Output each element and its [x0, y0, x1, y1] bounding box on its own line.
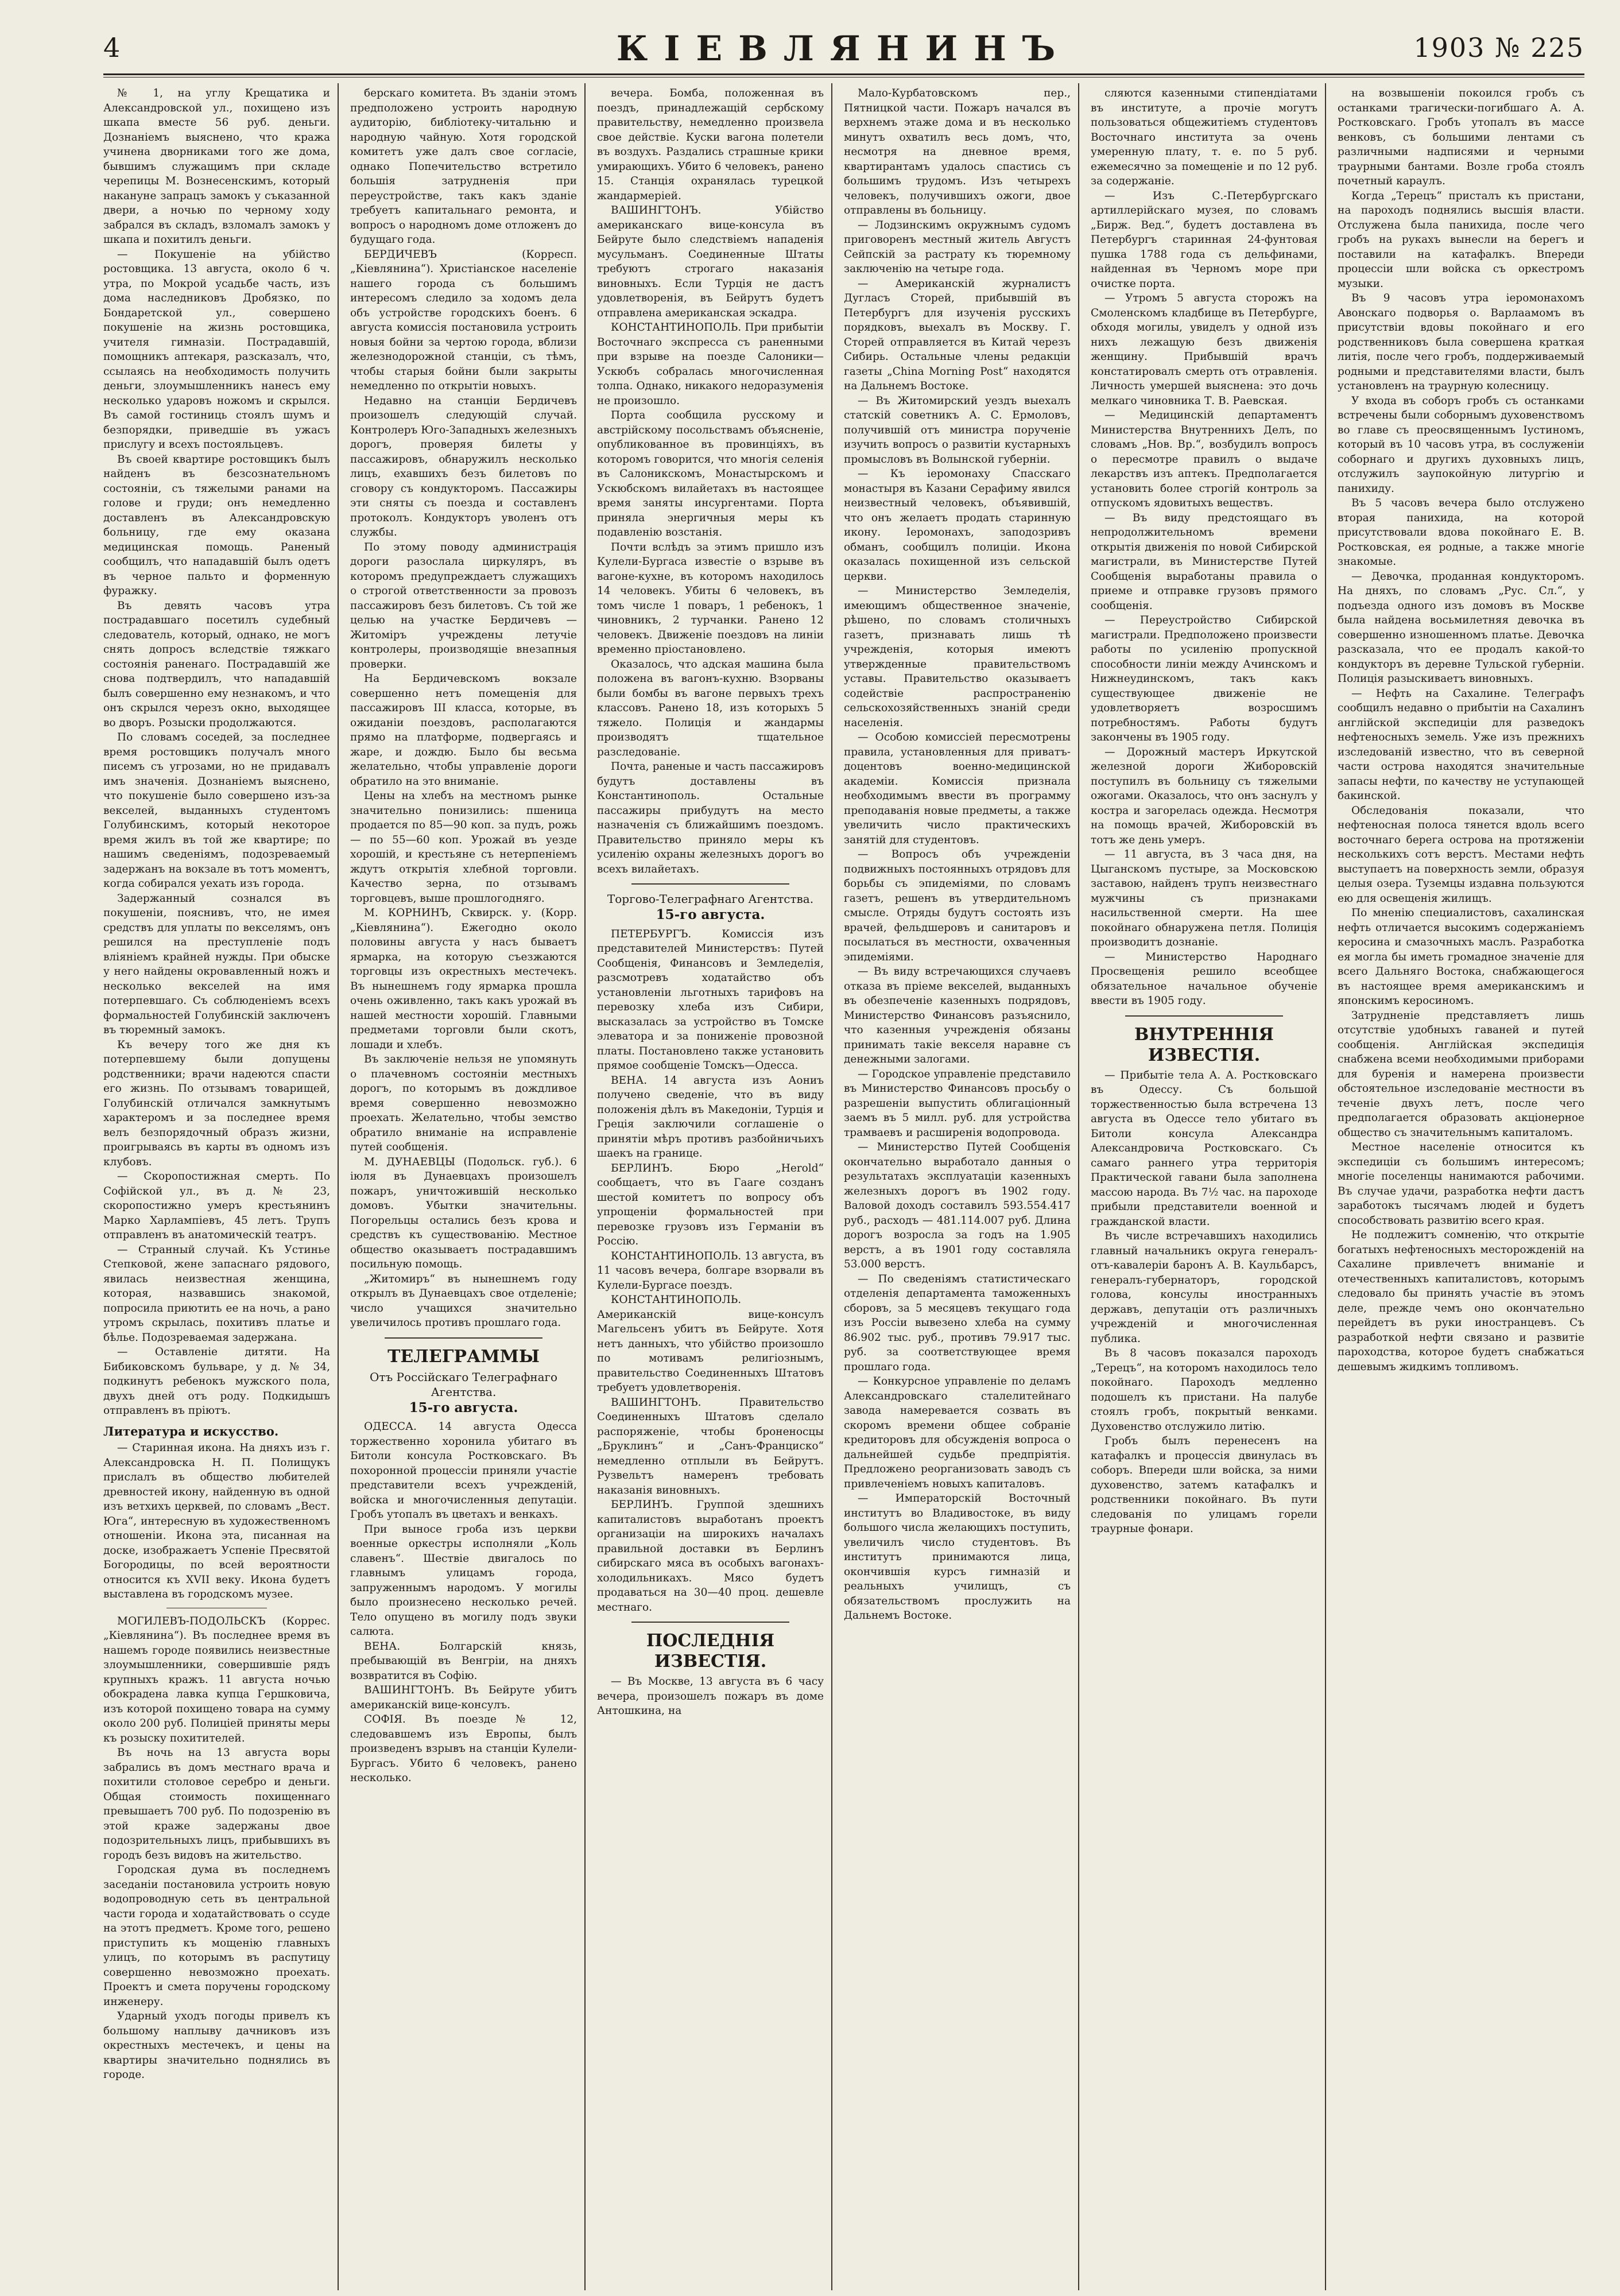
- article-paragraph: Задержанный сознался въ покушеніи, пояснивъ, что, не имея средствъ для уплаты по векселямъ, онъ решился на преступленіе подъ вліяніемъ крайней нужды. При обыске у него найдены окровавленный ножъ и несколько векселей на имя потерпевшаго. Съ соблюденіемъ всехъ формальностей Голубинскій заключенъ въ тюремный замокъ.: [103, 892, 330, 1036]
- column-divider: [338, 83, 339, 2290]
- article-paragraph: ВАШИНГТОНЪ. Убійство американскаго вице-консула въ Бейруте было следствіемъ нападенія мусульманъ. Соединенные Штаты требуютъ строгаго наказанія виновныхъ. Если Турція не дастъ удовлетворенія, въ Бейрутъ будетъ отправлена американская эскадра.: [597, 204, 824, 319]
- article-paragraph: на возвышеніи покоился гробъ съ останками трагически-погибшаго А. А. Ростковскаго. Гробъ утопалъ въ массе венковъ, съ большими лентами съ различными надписями и черными траурными бантами. Возле гроба стоялъ почетный караулъ.: [1338, 87, 1584, 187]
- article-paragraph: „Житомиръ“ въ нынешнемъ году открылъ въ Дунаевцахъ свое отделеніе; число учащихся значительно увеличилось противъ прошлаго года.: [350, 1273, 577, 1329]
- rubric-heading: Литература и искусство.: [103, 1424, 279, 1438]
- article-paragraph: Мало-Курбатовскомъ пер., Пятницкой части. Пожаръ начался въ верхнемъ этаже дома и въ несколько минутъ охватилъ весь домъ, что, несмотря на дневное время, квартирантамъ удалось спастись съ большимъ трудомъ. Изъ четырехъ человекъ, получившихъ ожоги, двое отправлены въ больницу.: [844, 87, 1071, 216]
- article-paragraph: — Оставленіе дитяти. На Бибиковскомъ бульваре, у д. № 34, подкинутъ ребенокъ мужского пола, двухъ дней отъ роду. Подкидышъ отправленъ въ пріютъ.: [103, 1346, 330, 1417]
- section-divider: [385, 1337, 542, 1339]
- article-paragraph: — Покушеніе на убійство ростовщика. 13 августа, около 6 ч. утра, по Мокрой усадьбе часть, изъ дома наследниковъ Дробязко, по Бондаретской ул., совершено покушеніе на жизнь ростовщика, учителя гимназіи. Пострадавшій, помощникъ аптекаря, разсказалъ, что, ссылаясь на необходимость получить деньги, злоумышленникъ нанесъ ему несколько ударовъ ножомъ и скрылся. Въ самой гостиниць стоялъ шумъ и безпорядки, приведшіе въ ужасъ прислугу и всехъ постояльцевъ.: [103, 248, 330, 451]
- article-paragraph: ВАШИНГТОНЪ. Правительство Соединенныхъ Штатовъ сделало распоряженіе, чтобы броненосцы „Бруклинъ“ и „Санъ-Франциско“ немедленно отплыли въ Бейрутъ. Рузвельтъ намеренъ требовать наказанія виновныхъ.: [597, 1396, 824, 1496]
- article-paragraph: У входа въ соборъ гробъ съ останками встречены были соборнымъ духовенствомъ во главе съ преосвященнымъ Іустиномъ, который въ 10 часовъ утра, въ сослуженіи соборнаго и другихъ духовныхъ лицъ, отслужилъ заупокойную литургію и панихиду.: [1338, 394, 1584, 495]
- article-paragraph: По словамъ соседей, за последнее время ростовщикъ получалъ много писемъ съ угрозами, но не придавалъ имъ значенія. Дознаніемъ выяснено, что покушеніе было совершено изъ-за векселей, выданныхъ студентомъ Голубинскимъ, который некоторое время жилъ въ той же квартире; по нашимъ сведеніямъ, подозреваемый задержанъ на вокзале въ тотъ моментъ, когда собирался уехать изъ города.: [103, 731, 330, 890]
- article-paragraph: Почта, раненые и часть пассажировъ будутъ доставлены въ Константинополь. Остальные пассажиры прибудутъ на место назначенія съ ближайшимъ поездомъ. Правительство приняло меры къ усиленію охраны железныхъ дорогъ во всехъ вилайетахъ.: [597, 761, 824, 875]
- column-6: [1338, 86, 1584, 2285]
- article-paragraph: По мненію специалистовъ, сахалинская нефть отличается высокимъ содержаніемъ керосина и смазочныхъ маслъ. Разработка ея могла бы иметь громадное значеніе для всего Дальняго Востока, снабжающегося въ настоящее время американскимъ и японскимъ керосиномъ.: [1338, 907, 1584, 1007]
- column-4: [844, 86, 1071, 2285]
- article-paragraph: — Въ виду встречающихся случаевъ отказа въ пріеме векселей, выданныхъ въ обезпеченіе казенныхъ подрядовъ, Министерство Финансовъ разъяснило, что казенныя учрежденія обязаны принимать такіе векселя наравне съ денежными залогами.: [844, 965, 1071, 1065]
- article-paragraph: Въ 5 часовъ вечера было отслужено вторая панихида, на которой присутствовали вдова покойнаго Е. В. Ростковская, ея родные, а также многіе знакомые.: [1338, 497, 1584, 568]
- section-divider: [631, 883, 789, 885]
- article-paragraph: — Нефть на Сахалине. Телеграфъ сообщилъ недавно о прибытіи на Сахалинъ англійской экспедиціи для разведокъ нефтеносныхъ земель. Уже изъ прежнихъ изследованій известно, что въ северной части острова находятся значительные запасы нефти, по качеству не уступающей бакинской.: [1338, 687, 1584, 802]
- article-paragraph: Порта сообщила русскому и австрійскому посольствамъ объясненіе, опубликованное въ провинціяхъ, въ которомъ говорится, что многія селенія въ Салоникскомъ, Монастырскомъ и Ускюбскомъ вилайетахъ въ настоящее время заняты инсургентами. Порта приняла энергичныя меры къ подавленію возстанія.: [597, 409, 824, 538]
- column-2: [350, 86, 577, 2285]
- page-number: 4: [103, 32, 121, 63]
- article-paragraph: — Скоропостижная смерть. По Софійской ул., въ д. № 23, скоропостижно умеръ крестьянинъ Марко Харлампіевъ, 45 летъ. Трупъ отправленъ въ анатомическій театръ.: [103, 1170, 330, 1241]
- article-paragraph: КОНСТАНТИНОПОЛЬ. 13 августа, въ 11 часовъ вечера, болгаре взорвали въ Кулели-Бургасе поездъ.: [597, 1250, 824, 1292]
- newspaper-title: КІЕВЛЯНИНЪ: [616, 29, 1072, 69]
- issue-date: 1903 № 225: [1413, 32, 1584, 63]
- article-paragraph: — Лодзинскимъ окружнымъ судомъ приговоренъ местный житель Августъ Сейпскій за растрату къ тюремному заключенію на четыре года.: [844, 219, 1071, 275]
- article-paragraph: БЕРЛИНЪ. Группой здешнихъ капиталистовъ выработанъ проектъ организаціи на широкихъ началахъ правильной доставки въ Берлинъ сибирскаго мяса въ особыхъ вагонахъ-холодильникахъ. Мясо будетъ продаваться на 30—40 проц. дешевле местнаго.: [597, 1499, 824, 1614]
- section-heading: ПОСЛЕДНІЯ ИЗВЕСТІЯ.: [646, 1631, 775, 1671]
- article-paragraph: — Утромъ 5 августа сторожъ на Смоленскомъ кладбище въ Петербурге, обходя могилы, увиделъ у одной изъ нихъ лежащую безъ движенія женщину. Прибывшій врачъ констатировалъ смерть отъ отравленія. Личность умершей выяснена: это дочь мелкаго чиновника Т. В. Раевская.: [1091, 292, 1317, 407]
- article-paragraph: КОНСТАНТИНОПОЛЬ. Американскій вице-консулъ Магельсенъ убитъ въ Бейруте. Хотя нетъ данныхъ, что убійство произошло по мотивамъ религіознымъ, правительство Соединенныхъ Штатовъ требуетъ удовлетворенія.: [597, 1294, 824, 1394]
- article-paragraph: Въ девять часовъ утра пострадавшаго посетилъ судебный следователь, который, однако, не могъ снять допросъ вследствіе тяжкаго состоянія раненаго. Пострадавшій же снова подтвердилъ, что нападавшій былъ совершенно ему незнакомъ, и что онъ скрылся черезъ окно, выходящее во дворъ. Розыски продолжаются.: [103, 599, 330, 729]
- column-divider: [831, 83, 832, 2290]
- article-paragraph: сляются казенными стипендіатами въ институте, а прочіе могутъ пользоваться общежитіемъ студентовъ Восточнаго института за очень умеренную плату, т. е. по 5 руб. ежемесячно за помещеніе и по 12 руб. за содержаніе.: [1091, 87, 1317, 187]
- article-paragraph: — Городское управленіе представило въ Министерство Финансовъ просьбу о разрешеніи выпустить облигаціонный заемъ въ 5 милл. руб. для устройства трамваевъ и расширенія водопровода.: [844, 1068, 1071, 1139]
- article-paragraph: — Министерство Путей Сообщенія окончательно выработало данныя о результатахъ эксплуатаціи казенныхъ железныхъ дорогъ въ 1902 году. Валовой доходъ составилъ 593.554.417 руб., расходъ — 481.114.007 руб. Длина дорогъ возросла за годъ на 1.905 верстъ, а въ 1901 году составляла 53.000 верстъ.: [844, 1141, 1071, 1270]
- article-paragraph: Въ числе встречавшихъ находились главный начальникъ округа генералъ-отъ-кавалеріи баронъ А. В. Каульбарсъ, генералъ-губернаторъ, городской голова, консулы иностранныхъ державъ, депутаціи отъ различныхъ учрежденій и многочисленная публика.: [1091, 1230, 1317, 1345]
- article-paragraph: Когда „Терецъ“ присталъ къ пристани, на пароходъ поднялись высшія власти. Отслужена была панихида, после чего гробъ на рукахъ вынесли на берегъ и поставили на катафалкъ. Впереди процессіи шли войска съ оркестромъ музыки.: [1338, 189, 1584, 290]
- article-paragraph: — Особою комиссіей пересмотрены правила, установленныя для приватъ-доцентовъ военно-медицинской академіи. Комиссія признала необходимымъ ввести въ программу преподаванія новые предметы, а также увеличить число практическихъ занятій для студентовъ.: [844, 731, 1071, 846]
- article-paragraph: Къ вечеру того же дня къ потерпевшему были допущены родственники; врачи надеются спасти его жизнь. По отзывамъ товарищей, Голубинскій отличался замкнутымъ характеромъ и за последнее время велъ безпорядочный образъ жизни, проигрываясь въ карты въ одномъ изъ клубовъ.: [103, 1038, 330, 1168]
- article-paragraph: ПЕТЕРБУРГЪ. Комиссія изъ представителей Министерствъ: Путей Сообщенія, Финансовъ и Земледелія, разсмотревъ ходатайство объ установленіи льготныхъ тарифовъ на перевозку хлеба изъ Сибири, высказалась за устройство въ Томске элеватора и за пониженіе провозной платы. Постановлено также установить прямое сообщеніе Томскъ—Одесса.: [597, 928, 824, 1072]
- article-paragraph: — Конкурсное управленіе по деламъ Александровскаго сталелитейнаго завода намеревается созвать въ скоромъ времени общее собраніе кредиторовъ для обсужденія вопроса о дальнейшей судьбе предпріятія. Предложено реорганизовать заводъ съ привлеченіемъ новыхъ капиталовъ.: [844, 1375, 1071, 1490]
- column-divider: [1078, 83, 1079, 2290]
- article-paragraph: ВЕНА. Болгарскій князь, пребывающій въ Венгріи, на дняхъ возвратится въ Софію.: [350, 1640, 577, 1682]
- column-5: [1091, 86, 1317, 2285]
- article-paragraph: Въ своей квартире ростовщикъ былъ найденъ въ безсознательномъ состояніи, съ тяжелыми ранами на голове и груди; онъ немедленно доставленъ въ Александровскую больницу, где ему оказана медицинская помощь. Раненый сообщилъ, что нападавшій былъ одетъ въ черное пальто и форменную фуражку.: [103, 453, 330, 597]
- article-paragraph: — 11 августа, въ 3 часа дня, на Цыганскомъ пустыре, за Московскою заставою, найденъ трупъ неизвестнаго мужчины съ признаками насильственной смерти. На шее покойнаго обнаружена петля. Полиція производитъ дознаніе.: [1091, 848, 1317, 948]
- article-paragraph: — Странный случай. Къ Устинье Степковой, жене запаснаго рядового, явилась неизвестная женщина, которая, назвавшись знакомой, попросила приютить ее на ночь, а рано утромъ скрылась, похитивъ платье и бѣлье. Подозреваемая задержана.: [103, 1243, 330, 1344]
- article-paragraph: СОФІЯ. Въ поезде № 12, следовавшемъ изъ Европы, былъ произведенъ взрывъ на станціи Кулели-Бургасъ. Убито 6 человекъ, ранено несколько.: [350, 1713, 577, 1784]
- section-divider: [631, 1622, 789, 1623]
- article-paragraph: — Императорскій Восточный институтъ во Владивостоке, въ виду большого числа желающихъ поступить, увеличилъ число студентовъ. Въ институтъ принимаются лица, окончившія курсъ гимназій и реальныхъ училищъ, съ обязательствомъ прослужить на Дальнемъ Востоке.: [844, 1492, 1071, 1622]
- column-divider: [584, 83, 586, 2290]
- article-paragraph: Обследованія показали, что нефтеносная полоса тянется вдоль всего восточнаго берега острова на протяженіи несколькихъ сотъ верстъ. Местами нефть выступаетъ на поверхность земли, образуя целыя озера. Туземцы издавна пользуются ею для освещенія жилищъ.: [1338, 804, 1584, 905]
- section-divider: [1125, 1015, 1283, 1017]
- article-paragraph: — Американскій журналистъ Дугласъ Сторей, прибывшій въ Петербургъ для изученія русскихъ порядковъ, выехалъ въ Москву. Г. Сторей отправляется въ Китай черезъ Сибирь. Остальные члены редакціи газеты „China Morning Post“ находятся на Дальнемъ Востоке.: [844, 277, 1071, 392]
- article-paragraph: ВЕНА. 14 августа изъ Аониъ получено сведеніе, что въ виду положенія дѣлъ въ Македоніи, Турція и Греція заключили соглашеніе о принятіи мѣръ противъ разбойничьихъ шаекъ на границе.: [597, 1074, 824, 1159]
- article-paragraph: — Старинная икона. На дняхъ изъ г. Александровска Н. П. Полищукъ прислалъ въ общество любителей древностей икону, найденную въ одной изъ ветхихъ церквей, по словамъ „Вест. Юга“, интересную въ художественномъ отношеніи. Икона эта, писанная на доске, изображаетъ Успеніе Пресвятой Богородицы, по всей вероятности относится къ XVII веку. Икона будетъ выставлена въ городскомъ музее.: [103, 1442, 330, 1600]
- article-paragraph: М. ДУНАЕВЦЫ (Подольск. губ.). 6 іюля въ Дунаевцахъ произошелъ пожаръ, уничтожившій несколько домовъ. Убытки значительны. Погорельцы остались безъ крова и средствъ къ существованію. Местное общество оказываетъ пострадавшимъ посильную помощь.: [350, 1155, 577, 1270]
- article-paragraph: Гробъ былъ перенесенъ на катафалкъ и процессія двинулась въ соборъ. Впереди шли войска, за ними духовенство, затемъ катафалкъ и родственники покойнаго. Въ пути следованія по улицамъ горели траурные фонари.: [1091, 1435, 1317, 1535]
- article-paragraph: Не подлежитъ сомненію, что открытіе богатыхъ нефтеносныхъ месторожденій на Сахалине привлечетъ вниманіе и отечественныхъ капиталистовъ, которымъ следовало бы принять участіе въ этомъ деле, прежде чемъ оно окончательно перейдетъ въ руки иностранцевъ. Съ разработкой нефти связано и развитіе пароходства, которое будетъ снабжаться дешевымъ жидкимъ топливомъ.: [1338, 1229, 1584, 1373]
- article-paragraph: Затрудненіе представляетъ лишь отсутствіе удобныхъ гаваней и путей сообщенія. Англійская экспедиція снабжена всеми необходимыми приборами для буренія и намерена произвести обстоятельное изследованіе местности въ теченіе двухъ летъ, после чего предполагается образовать акціонерное общество съ значительнымъ капиталомъ.: [1338, 1009, 1584, 1139]
- article-paragraph: — Медицинскій департаментъ Министерства Внутреннихъ Делъ, по словамъ „Нов. Вр.“, возбудилъ вопросъ о пересмотре правилъ о выдаче лекарствъ изъ аптекъ. Предполагается установить более строгій контроль за отпускомъ ядовитыхъ веществъ.: [1091, 409, 1317, 509]
- section-heading: ТЕЛЕГРАММЫ: [387, 1346, 540, 1367]
- section-heading: ВНУТРЕННІЯ ИЗВЕСТІЯ.: [1134, 1024, 1274, 1065]
- article-paragraph: — Министерство Земледелія, имеющимъ общественное значеніе, рѣшено, по словамъ столичныхъ газетъ, признавать лишь тѣ учрежденія, которыя имеютъ утвержденные правительствомъ уставы. Правительство оказываетъ содействіе распространенію сельскохозяйственныхъ знаній среди населенія.: [844, 585, 1071, 729]
- article-paragraph: Почти вслѣдъ за этимъ пришло изъ Кулели-Бургаса известіе о взрыве въ вагоне-кухне, въ которомъ находилось 14 человекъ. Убиты 6 человекъ, въ томъ числе 1 поваръ, 1 ребенокъ, 1 чиновникъ, 2 турчанки. Ранено 12 человекъ. Движеніе поездовъ на линіи временно пріостановлено.: [597, 541, 824, 656]
- article-paragraph: ОДЕССА. 14 августа Одесса торжественно хоронила убитаго въ Битоли консула Ростковскаго. Въ похоронной процессіи приняли участіе представители всехъ учрежденій, войска и многочисленныя депутаціи. Гробъ утопалъ въ цветахъ и венкахъ.: [350, 1421, 577, 1521]
- article-paragraph: вечера. Бомба, положенная въ поездъ, принадлежащій сербскому правительству, немедленно произвела свое действіе. Куски вагона полетели въ воздухъ. Раздались страшные крики умирающихъ. Убито 6 человекъ, ранено 15. Станція охранялась турецкой жандармеріей.: [597, 87, 824, 202]
- article-paragraph: берскаго комитета. Въ зданіи этомъ предположено устроить народную аудиторію, библіотеку-читальню и народную чайную. Хотя городской комитетъ уже далъ свое согласіе, однако Попечительство встретило большія затрудненія при переустройстве, такъ какъ зданіе требуетъ капитальнаго ремонта, и вопросъ о народномъ доме отложенъ до будущаго года.: [350, 87, 577, 246]
- column-1: [103, 86, 330, 2285]
- article-paragraph: Ударный уходъ погоды привелъ къ большому наплыву дачниковъ изъ окрестныхъ местечекъ, и цены на квартиры значительно поднялись въ городе.: [103, 2010, 330, 2081]
- article-paragraph: МОГИЛЕВЪ-ПОДОЛЬСКЪ (Коррес. „Кіевлянина“). Въ последнее время въ нашемъ городе появились неизвестные злоумышленники, совершившіе рядъ крупныхъ кражъ. 11 августа ночью обокрадена лавка купца Гершковича, изъ которой похищено товара на сумму около 200 руб. Полиціей приняты меры къ розыску похитителей.: [103, 1615, 330, 1744]
- article-paragraph: — Девочка, проданная кондукторомъ. На дняхъ, по словамъ „Рус. Сл.“, у подъезда одного изъ домовъ въ Москве была найдена восьмилетняя девочка въ совершенно изношенномъ платье. Девочка разсказала, что ее продалъ какой-то кондукторъ въ деревне Тульской губерніи. Полиція разыскиваетъ виновныхъ.: [1338, 570, 1584, 685]
- article-paragraph: — Переустройство Сибирской магистрали. Предположено произвести работы по усиленію пропускной способности линіи между Ачинскомъ и Нижнеудинскомъ, такъ какъ существующее движеніе не удовлетворяетъ возросшимъ потребностямъ. Работы будутъ закончены въ 1905 году.: [1091, 614, 1317, 743]
- article-paragraph: — Къ іеромонаху Спасскаго монастыря въ Казани Серафиму явился неизвестный человекъ, объявившій, что онъ желаетъ продать старинную икону. Іеромонахъ, заподозривъ обманъ, сообщилъ полиціи. Икона оказалась похищенной изъ сельской церкви.: [844, 468, 1071, 583]
- section-subheading: Отъ Россійскаго Телеграфнаго Агентства.: [369, 1370, 558, 1399]
- article-paragraph: Въ 8 часовъ показался пароходъ „Терецъ“, на которомъ находилось тело покойнаго. Пароходъ медленно подошелъ къ пристани. На палубе стоялъ гробъ, покрытый венками. Духовенство отслужило литію.: [1091, 1347, 1317, 1433]
- article-paragraph: — Прибытіе тела А. А. Ростковскаго въ Одессу. Съ большой торжественностью была встречена 13 августа въ Одессе тело убитаго въ Битоли консула Александра Александровича Ростковскаго. Съ самаго раннего утра территорія Практической гавани была заполнена массою народа. Въ 7½ час. на пароходе прибыли представители военной и гражданской власти.: [1091, 1069, 1317, 1228]
- masthead: [103, 29, 1584, 69]
- article-paragraph: — Министерство Народнаго Просвещенія решило всеобщее обязательное начальное обученіе ввести въ 1905 году.: [1091, 951, 1317, 1007]
- article-paragraph: КОНСТАНТИНОПОЛЬ. При прибытіи Восточнаго экспресса съ раненными при взрыве на поезде Салоники—Ускюбъ собралась многочисленная толпа. Однако, никакого недоразуменія не произошло.: [597, 321, 824, 407]
- article-paragraph: Недавно на станціи Бердичевъ произошелъ следующій случай. Контролеръ Юго-Западныхъ железныхъ дорогъ, проверяя билеты у пассажировъ, обнаружилъ несколько лицъ, ехавшихъ безъ билетовъ по сговору съ кондукторомъ. Пассажиры эти сняты съ поезда и составленъ протоколъ. Кондукторъ уволенъ отъ службы.: [350, 394, 577, 538]
- article-paragraph: Въ 9 часовъ утра іеромонахомъ Авонскаго подворья о. Варлаамомъ въ присутствіи вдовы покойнаго и его родственниковъ была совершена краткая литія, после чего гробъ, поддерживаемый родными и представителями власти, былъ установленъ на траурную колесницу.: [1338, 292, 1584, 392]
- dateline: 15-го августа.: [656, 907, 765, 922]
- article-paragraph: БЕРДИЧЕВЪ (Корресп. „Кіевлянина“). Христіанское населеніе нашего города съ большимъ интересомъ следило за ходомъ дела объ устройстве городскихъ боенъ. 6 августа комиссія постановила устроить новыя бойни за чертою города, вблизи железнодорожной станціи, съ тѣмъ, чтобы старыя бойни были закрыты немедленно по открытіи новыхъ.: [350, 248, 577, 392]
- article-paragraph: ВАШИНГТОНЪ. Въ Бейруте убитъ американскій вице-консулъ.: [350, 1684, 577, 1711]
- article-paragraph: — Въ Житомирский уездъ выехалъ статскій советникъ А. С. Ермоловъ, получившій отъ министра порученіе изучить вопросъ о развитіи кустарныхъ промысловъ въ Волынской губерніи.: [844, 394, 1071, 466]
- article-paragraph: — Въ виду предстоящаго въ непродолжительномъ времени открытія движенія по новой Сибирской магистрали, въ Министерстве Путей Сообщенія выработаны правила о приеме и отправке грузовъ прямого сообщенія.: [1091, 511, 1317, 612]
- header-rule: [103, 73, 1584, 75]
- article-paragraph: При выносе гроба изъ церкви военные оркестры исполняли „Коль славенъ“. Шествіе двигалось по главнымъ улицамъ города, запруженнымъ народомъ. У могилы было произнесено несколько речей. Тело опущено въ могилу подъ звуки салюта.: [350, 1523, 577, 1638]
- dateline: 15-го августа.: [409, 1399, 518, 1415]
- article-paragraph: — Въ Москве, 13 августа въ 6 часу вечера, произошелъ пожаръ въ доме Антошкина, на: [597, 1676, 824, 1717]
- article-paragraph: По этому поводу администрація дороги разослала циркуляръ, въ которомъ предупреждаетъ служащихъ о строгой ответственности за провозъ пассажировъ безъ билетовъ. Съ той же целью на участке Бердичевъ — Житоміръ учреждены летучіе контролеры, производящіе внезапныя проверки.: [350, 541, 577, 670]
- column-3: [597, 86, 824, 2285]
- article-paragraph: Въ заключеніе нельзя не упомянуть о плачевномъ состояніи местныхъ дорогъ, по которымъ въ дождливое время совершенно невозможно проехать. Желательно, чтобы земство обратило вниманіе на исправленіе путей сообщенія.: [350, 1053, 577, 1153]
- article-paragraph: — По сведеніямъ статистическаго отделенія департамента таможенныхъ сборовъ, за 5 месяцевъ текущаго года изъ Россіи вывезено хлеба на сумму 86.902 тыс. руб., противъ 79.917 тыс. руб. за соответствующее время прошлаго года.: [844, 1273, 1071, 1373]
- column-divider: [1325, 83, 1326, 2290]
- article-paragraph: — Вопросъ объ учрежденіи подвижныхъ постоянныхъ отрядовъ для борьбы съ эпидеміями, по словамъ газетъ, решенъ въ утвердительномъ смысле. Отряды будутъ состоять изъ врачей, фельдшеровъ и санитаровъ и посылаться въ местности, охваченныя эпидеміями.: [844, 848, 1071, 963]
- article-paragraph: М. КОРНИНЪ, Сквирск. у. (Корр. „Кіевлянина“). Ежегодно около половины августа у насъ бываетъ ярмарка, на которую съезжаются торговцы изъ окрестныхъ местечекъ. Въ нынешнемъ году ярмарка прошла очень оживленно, такъ какъ урожай въ нашей местности хорошій. Главными предметами торговли были скотъ, лошади и хлебъ.: [350, 907, 577, 1051]
- article-paragraph: Городская дума въ последнемъ заседаніи постановила устроить новую водопроводную сеть въ центральной части города и ходатайствовать о ссуде на этотъ предметъ. Кроме того, решено приступить къ мощенію главныхъ улицъ, по которымъ въ распутицу совершенно невозможно проехать. Проектъ и смета поручены городскому инженеру.: [103, 1864, 330, 2008]
- article-paragraph: Цены на хлебъ на местномъ рынке значительно понизились: пшеница продается по 85—90 коп. за пудъ, рожь — по 55—60 коп. Урожай въ уезде хорошій, и крестьяне съ нетерпеніемъ ждутъ открытія хлебной торговли. Качество зерна, по отзывамъ торговцевъ, выше прошлогодняго.: [350, 790, 577, 905]
- article-paragraph: № 1, на углу Крещатика и Александровской ул., похищено изъ шкапа вместе 56 руб. деньги. Дознаніемъ выяснено, что кража учинена дворниками того же дома, бывшимъ служащимъ при складе черепицы М. Вознесенскимъ, который накануне запрацъ замокъ у съказанной двери, а ночью по черному ходу забрался въ складъ, взломалъ замокъ у шкапа и похитилъ деньги.: [103, 87, 330, 246]
- article-paragraph: Местное населеніе относится къ экспедиціи съ большимъ интересомъ; многіе поселенцы нанимаются рабочими. Въ случае удачи, разработка нефти дастъ заработокъ тысячамъ людей и будетъ способствовать развитію всего края.: [1338, 1141, 1584, 1227]
- article-paragraph: Оказалось, что адская машина была положена въ вагонъ-кухню. Взорваны были бомбы въ вагоне первыхъ трехъ классовъ. Ранено 18, изъ которыхъ 5 тяжело. Полиція и жандармы производятъ тщательное разследованіе.: [597, 658, 824, 758]
- article-paragraph: БЕРЛИНЪ. Бюро „Herold“ сообщаетъ, что въ Гааге созданъ шестой комитетъ по вопросу объ упрощеніи формальностей при перевозке грузовъ изъ Германіи въ Россію.: [597, 1162, 824, 1247]
- section-subheading: Торгово-Телеграфнаго Агентства.: [607, 892, 814, 906]
- article-paragraph: — Дорожный мастеръ Иркутской железной дороги Жиборовскій поступилъ въ больницу съ тяжелыми ожогами. Оказалось, что онъ заснулъ у костра и загорелась одежда. Несмотря на помощь врачей, Жиборовскій въ тотъ же день умеръ.: [1091, 746, 1317, 846]
- article-paragraph: Въ ночь на 13 августа воры забрались въ домъ местнаго врача и похитили столовое серебро и деньги. Общая стоимость похищеннаго превышаетъ 700 руб. По подозренію въ этой краже задержаны двое подозрительныхъ лицъ, прибывшихъ въ городъ безъ видовъ на жительство.: [103, 1747, 330, 1861]
- article-paragraph: — Изъ С.-Петербургскаго артиллерійскаго музея, по словамъ „Бирж. Вед.“, будетъ доставлена въ Петербургъ старинная 24-фунтовая пушка 1788 года съ дельфинами, найденная въ Черномъ море при очистке порта.: [1091, 189, 1317, 290]
- article-paragraph: На Бердичевскомъ вокзале совершенно нетъ помещенія для пассажировъ III класса, которые, въ ожиданіи поездовъ, располагаются прямо на платформе, подвергаясь и жаре, и дождю. Было бы весьма желательно, чтобы управленіе дороги обратило на это вниманіе.: [350, 673, 577, 788]
